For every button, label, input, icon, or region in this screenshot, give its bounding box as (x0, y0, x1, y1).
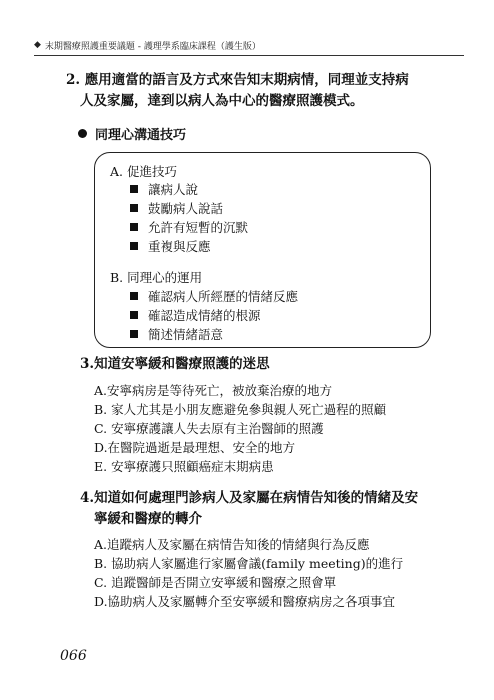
section-3-option: D.在醫院過逝是最理想、安全的地方 (94, 440, 296, 455)
group-b-title: B. 同理心的運用 (110, 270, 203, 285)
group-a-title: A. 促進技巧 (110, 164, 177, 179)
section-4-option: C. 追蹤醫師是否開立安寧緩和醫療之照會單 (94, 575, 337, 590)
bullet-dot-icon (78, 129, 87, 138)
group-b-item: 確認病人所經歷的情緒反應 (130, 287, 298, 305)
section-3-option: C. 安寧療護讓人失去原有主治醫師的照護 (94, 421, 324, 436)
group-a-item: 允許有短暫的沉默 (130, 218, 248, 236)
section-3-heading: 3.知道安寧緩和醫療照護的迷思 (80, 356, 270, 372)
square-bullet-icon (130, 292, 138, 300)
section-3-option: E. 安寧療護只照顧癌症末期病患 (94, 459, 274, 474)
square-bullet-icon (130, 311, 138, 319)
page-number: 066 (60, 648, 87, 664)
group-a-item: 鼓勵病人說話 (130, 199, 223, 217)
section-3-option: B. 家人尤其是小朋友應避免參與親人死亡過程的照顧 (94, 402, 387, 417)
section-2-heading (66, 70, 466, 112)
header-text: 末期醫療照護重要議題 - 護理學系臨床課程（護生版） (44, 41, 261, 52)
subheading-text: 同理心溝通技巧 (95, 128, 187, 143)
group-a-item: 讓病人說 (130, 180, 198, 198)
section-4-line1: 4.知道如何處理門診病人及家屬在病情告知後的情緒及安 (80, 490, 419, 506)
square-bullet-icon (130, 242, 138, 250)
diamond-icon: ◆ (34, 40, 41, 50)
section-4-line2: 寧緩和醫療的轉介 (94, 511, 202, 527)
group-b-item: 確認造成情緒的根源 (130, 306, 261, 324)
section-3-option: A.安寧病房是等待死亡，被放棄治療的地方 (94, 383, 333, 398)
square-bullet-icon (130, 204, 138, 212)
square-bullet-icon (130, 185, 138, 193)
section-2-line1: 2. 應用適當的語言及方式來告知末期病情，同理並支持病 (66, 72, 409, 88)
section-2-line2: 人及家屬，達到以病人為中心的醫療照護模式。 (80, 93, 364, 109)
square-bullet-icon (130, 223, 138, 231)
subheading (78, 124, 186, 143)
square-bullet-icon (130, 330, 138, 338)
section-4-option: D.協助病人及家屬轉介至安寧緩和醫療病房之各項事宜 (94, 594, 396, 609)
header-divider (34, 55, 464, 56)
group-a-item: 重複與反應 (130, 237, 211, 255)
group-b-item: 簡述情緒語意 (130, 325, 223, 343)
section-4-option: B. 協助病人家屬進行家屬會議(family meeting)的進行 (94, 556, 404, 571)
running-header (34, 37, 464, 53)
section-4-heading (80, 488, 480, 530)
section-4-option: A.追蹤病人及家屬在病情告知後的情緒與行為反應 (94, 537, 370, 552)
